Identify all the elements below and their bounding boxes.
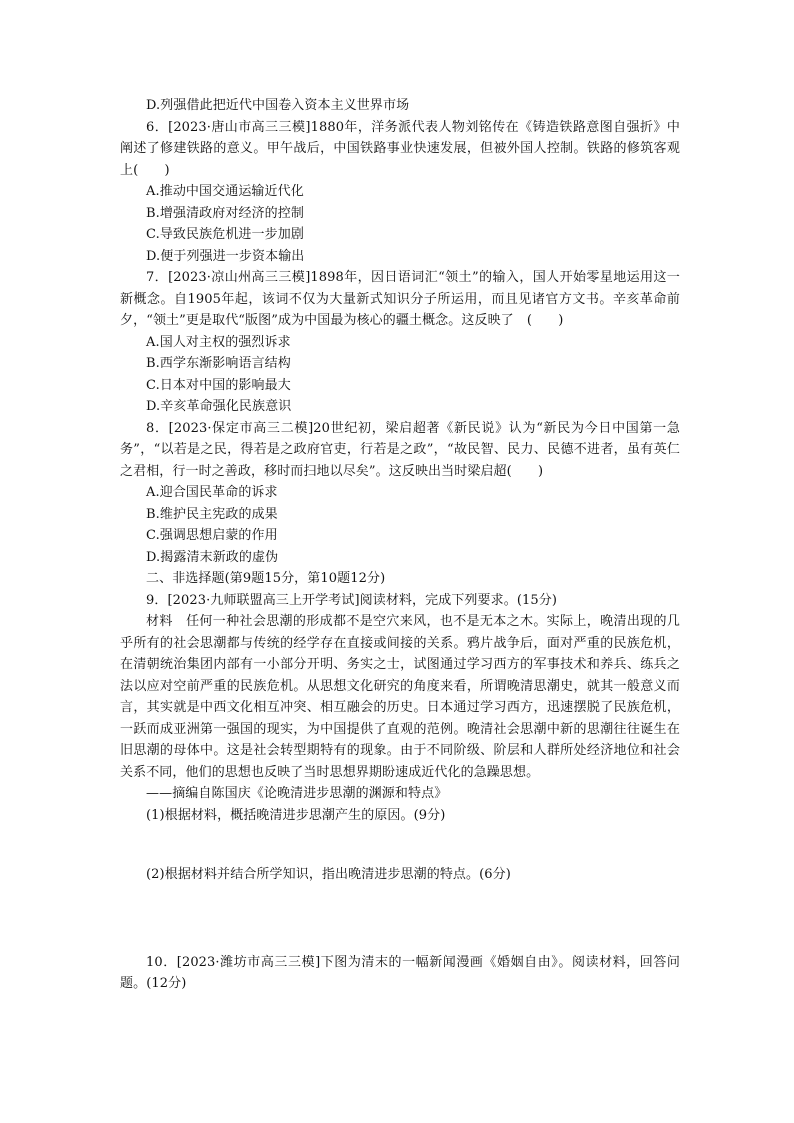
q7-stem: 7．[2023·凉山州高三三模]1898年，因日语词汇“领土”的输入，国人开始零星地运用这一新概念。自1905年起，该词不仅为大量新式知识分子所运用，而且见诸官方文书。辛亥革命前夕，“领土”更是取代“版图”成为中国最为核心的疆土概念。这反映了 ( ) [120,270,680,328]
q7-option-d: D.辛亥革命强化民族意识 [146,399,292,414]
q7-option-c: C.日本对中国的影响最大 [146,377,291,393]
q6-option-a: A.推动中国交通运输近代化 [146,184,304,199]
answer-space-1 [120,826,680,864]
q7-option-a: A.国人对主权的强烈诉求 [146,334,291,350]
q9-stem: 9．[2023·九师联盟高三上开学考试]阅读材料，完成下列要求。(15分) [146,592,558,608]
section-heading-non-choice: 二、非选择题(第9题15分，第10题12分) [146,571,386,586]
q6-stem: 6．[2023·唐山市高三三模]1880年，洋务派代表人物刘铭传在《铸造铁路意图自强折》中阐述了修建铁路的意义。甲午战后，中国铁路事业快速发展，但被外国人控制。铁路的修筑客观上( ) [120,119,680,178]
answer-space-2 [120,886,680,952]
q8-option-a: A.迎合国民革命的诉求 [146,485,278,500]
q8-stem: 8．[2023·保定市高三二模]20世纪初，梁启超著《新民说》认为“新民为今日中国第一急务”，“以若是之民，得若是之政府官吏，行若是之政”，“故民智、民力、民德不进者，虽有英仁之君相，行一时之善政，移时而扫地以尽矣”。这反映出当时梁启超( ) [120,420,680,479]
q5-option-d: D.列强借此把近代中国卷入资本主义世界市场 [146,98,410,113]
q6-option-b: B.增强清政府对经济的控制 [146,205,304,221]
q8-option-b: B.维护民主宪政的成果 [146,506,278,522]
q9-source: ——摘编自陈国庆《论晚清进步思潮的渊源和特点》 [146,786,448,801]
q6-option-d: D.便于列强进一步资本输出 [146,248,305,264]
q8-option-c: C.强调思想启蒙的作用 [146,528,278,543]
q9-material: 材料 任何一种社会思潮的形成都不是空穴来风，也不是无本之木。实际上，晚清出现的几乎所有的社会思潮都与传统的经学存在直接或间接的关系。鸦片战争后，面对严重的民族危机，在清朝统治集团内部有一小部分开明、务实之士，试图通过学习西方的军事技术和养兵、练兵之法以应对空前严重的民族危机。从思想文化研究的角度来看，所谓晚清思潮史，就其一般意义而言，其实就是中西文化相互冲突、相互融会的历史。日本通过学习西方，迅速摆脱了民族危机，一跃而成亚洲第一强国的现实，为中国提供了直观的范例。晚清社会思潮中新的思潮往往诞生在旧思潮的母体中。这是社会转型期特有的现象。由于不同阶级、阶层和人群所处经济地位和社会关系不同，他们的思想也反映了当时思想界期盼速成近代化的急躁思想。 [120,614,680,780]
q6-option-c: C.导致民族危机进一步加剧 [146,227,304,242]
q9-sub-question-1: (1)根据材料，概括晚清进步思潮产生的原因。(9分) [146,807,446,823]
q9-sub-question-2: (2)根据材料并结合所学知识，指出晚清进步思潮的特点。(6分) [146,867,511,882]
q7-option-b: B.西学东渐影响语言结构 [146,356,291,371]
q8-option-d: D.揭露清末新政的虚伪 [146,549,279,565]
q10-stem: 10．[2023·潍坊市高三三模]下图为清末的一幅新闻漫画《婚姻自由》。阅读材料，回答问题。(12分) [120,954,680,991]
page-content [120,95,680,995]
